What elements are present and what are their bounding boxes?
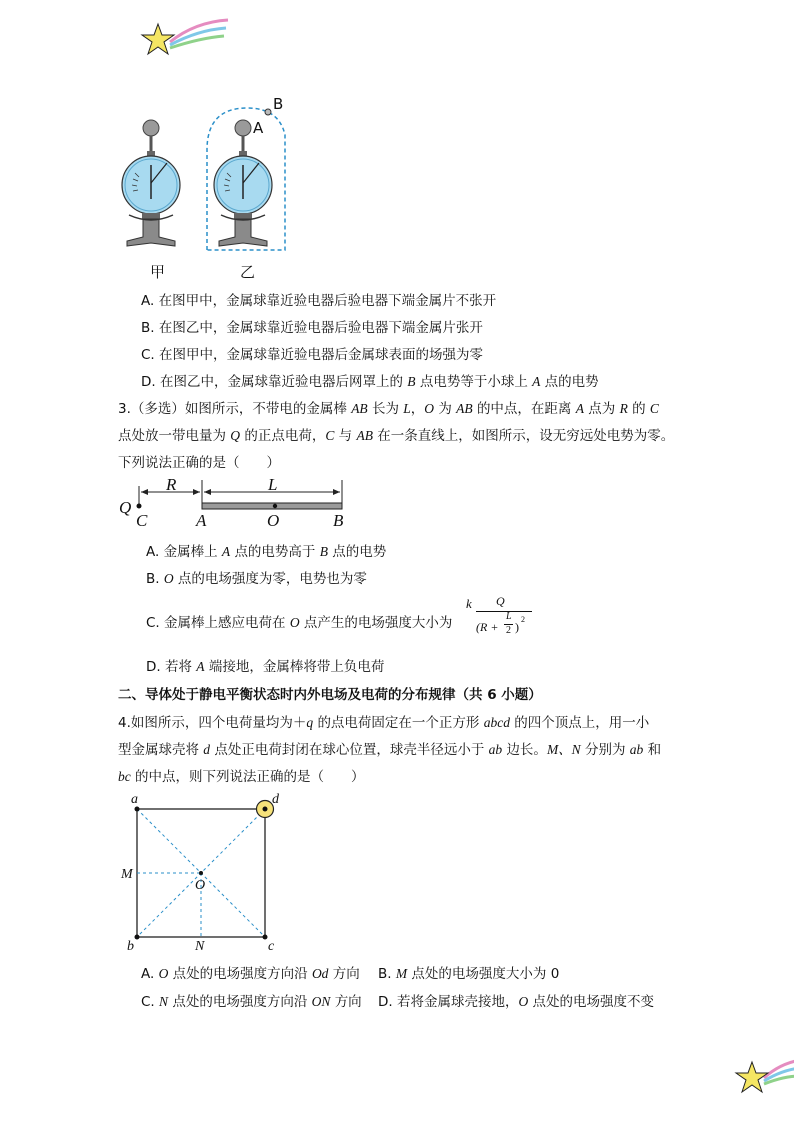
q4-option-b[interactable]: B. M 点处的电场强度大小为 0 — [378, 966, 560, 982]
label-l: L — [268, 475, 278, 494]
label-d: d — [272, 792, 279, 807]
q2-option-d[interactable]: D. 在图乙中，金属球靠近验电器后网罩上的 B 点电势等于小球上 A 点的电势 — [141, 374, 599, 390]
q4-option-c[interactable]: C. N 点处的电场强度方向沿 ON 方向 — [141, 994, 362, 1010]
label-b: B — [333, 511, 344, 530]
label-n: N — [195, 939, 205, 954]
q4-stem-line3: bc 的中点，则下列说法正确的是（ ） — [118, 769, 365, 785]
label-m: M — [121, 867, 133, 882]
q4-option-d[interactable]: D. 若将金属球壳接地，O 点处的电场强度不变 — [378, 994, 655, 1010]
q3-stem-line2: 点处放一带电量为 Q 的正点电荷，C 与 AB 在一条直线上，如图所示，设无穷远处电势为零。 — [118, 428, 675, 444]
label-c: C — [136, 511, 148, 530]
electroscope-figure — [115, 95, 315, 280]
label-point-b: B — [273, 95, 284, 113]
formula-field-strength: k Q (R + L 2 ) 2 — [466, 594, 536, 648]
q3-stem-line3: 下列说法正确的是（ ） — [118, 455, 280, 471]
electroscope-yi — [207, 95, 285, 250]
label-b: b — [127, 939, 134, 954]
label-a: a — [131, 792, 138, 807]
q3-option-b[interactable]: B. O 点的电场强度为零，电势也为零 — [146, 571, 367, 587]
star-icon — [140, 14, 230, 64]
q2-option-b[interactable]: B. 在图乙中，金属球靠近验电器后验电器下端金属片张开 — [141, 320, 483, 336]
q3-stem-line1: 3.（多选）如图所示，不带电的金属棒 AB 长为 L，O 为 AB 的中点，在距离 A 点为 R 的 C — [118, 401, 659, 417]
label-c: c — [268, 939, 275, 954]
label-q: Q — [119, 498, 132, 517]
q4-stem-line1: 4.如图所示，四个电荷量均为＋q 的点电荷固定在一个正方形 abcd 的四个顶点上，用一小 — [118, 715, 650, 731]
label-o: O — [195, 878, 206, 893]
q4-stem-line2: 型金属球壳将 d 点处正电荷封闭在球心位置，球壳半径远小于 ab 边长。M、N 分别为 ab 和 — [118, 742, 662, 758]
label-jia: 甲 — [150, 263, 166, 281]
q3-option-d[interactable]: D. 若将 A 端接地，金属棒将带上负电荷 — [146, 659, 385, 675]
q2-option-a[interactable]: A. 在图甲中，金属球靠近验电器后验电器下端金属片不张开 — [141, 293, 497, 309]
label-a: A — [196, 511, 207, 530]
label-yi: 乙 — [240, 263, 256, 281]
q4-option-a[interactable]: A. O 点处的电场强度方向沿 Od 方向 — [141, 966, 360, 982]
star-icon — [734, 1052, 794, 1102]
q3-option-a[interactable]: A. 金属棒上 A 点的电势高于 B 点的电势 — [146, 544, 387, 560]
electroscope-jia — [122, 120, 180, 246]
label-o: O — [267, 511, 280, 530]
q2-option-c[interactable]: C. 在图甲中，金属球靠近验电器后金属球表面的场强为零 — [141, 347, 484, 363]
rod-figure — [115, 477, 355, 532]
section-heading: 二、导体处于静电平衡状态时内外电场及电荷的分布规律（共 6 小题） — [118, 687, 542, 703]
label-r: R — [166, 475, 177, 494]
q3-option-c[interactable]: C. 金属棒上感应电荷在 O 点产生的电场强度大小为 — [146, 615, 453, 631]
square-figure — [115, 790, 290, 955]
label-point-a: A — [253, 119, 264, 137]
